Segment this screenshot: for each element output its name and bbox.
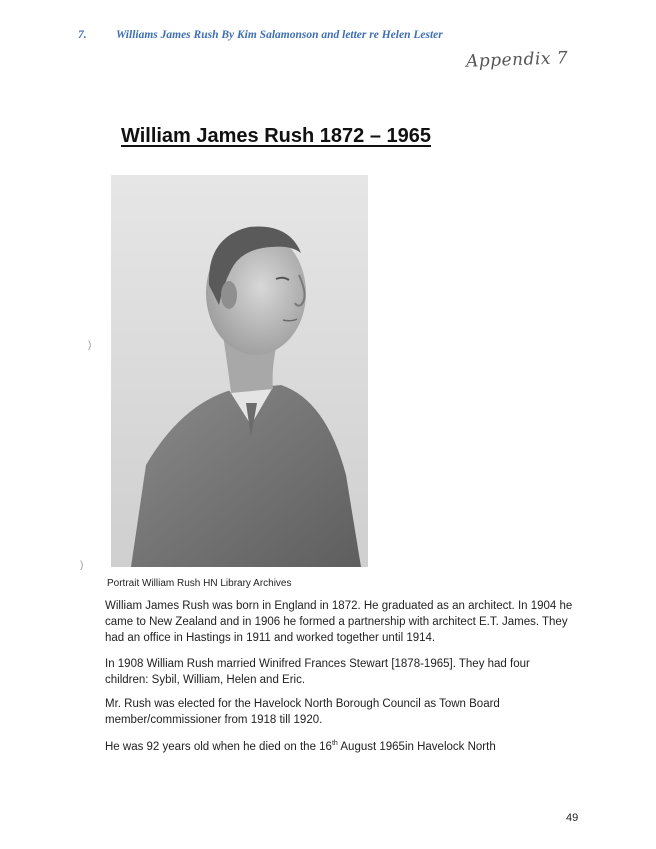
header-number: 7. bbox=[78, 29, 87, 41]
page-header bbox=[78, 29, 443, 41]
portrait-photo bbox=[111, 175, 368, 567]
death-text-start: He was 92 years old when he died on the 16 bbox=[105, 740, 332, 753]
death-text-end: August 1965in Havelock North bbox=[337, 740, 496, 753]
margin-mark: ) bbox=[80, 560, 84, 571]
paragraph-death bbox=[105, 736, 575, 755]
handwritten-appendix-note: Appendix 7 bbox=[465, 48, 569, 72]
portrait-caption: Portrait William Rush HN Library Archives bbox=[107, 578, 292, 589]
margin-mark: ) bbox=[88, 340, 92, 351]
paragraph-marriage: In 1908 William Rush married Winifred Frances Stewart [1878-1965]. They had four children: Sybil, William, Helen and Eric. bbox=[105, 658, 530, 686]
portrait-image bbox=[111, 175, 368, 567]
paragraph-biography: William James Rush was born in England in 1872. He graduated as an architect. In 1904 he came to New Zealand and in 1906 he formed a partnership with architect E.T. James. They had an office in Hastings in 1911 and worked together until 1914. bbox=[105, 600, 573, 644]
header-title: Williams James Rush By Kim Salamonson and letter re Helen Lester bbox=[116, 29, 443, 41]
ordinal-suffix: th bbox=[331, 740, 338, 747]
page-number: 49 bbox=[566, 812, 579, 824]
page-title: William James Rush 1872 – 1965 bbox=[121, 125, 431, 147]
paragraph-council: Mr. Rush was elected for the Havelock North Borough Council as Town Board member/commissioner from 1918 till 1920. bbox=[105, 698, 500, 726]
